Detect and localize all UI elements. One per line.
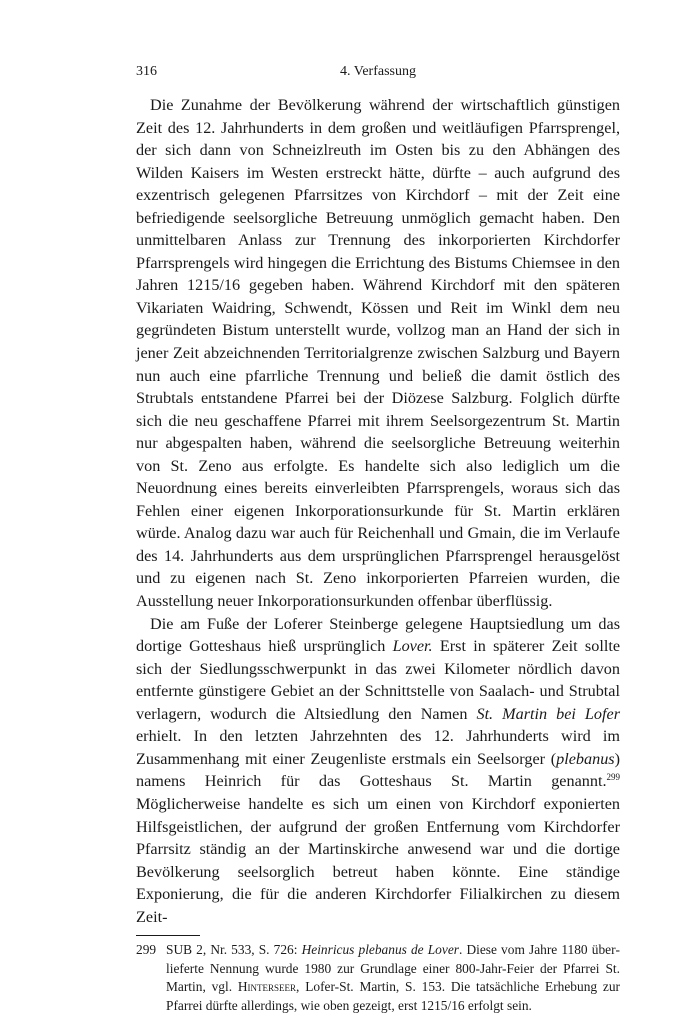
footnote-author: Hinterseer	[237, 979, 297, 995]
chapter-title: 4. Verfassung	[340, 64, 416, 79]
paragraph-1: Die Zunahme der Bevölkerung während der wirtschaftlich günstigen Zeit des 12. Jahrhunderts in dem großen und weitläufigen Pfarrsprengel, der sich dann von Schneizlreuth im Osten bis zu den Abhängen des Wilden Kaisers im Westen erstreckt hätte, dürfte – auch aufgrund des exzentrisch gelegenen Pfarrsitzes von Kirchdorf – mit der Zeit eine befriedigende seelsorgliche Betreuung unmöglich gemacht haben. Den unmittelbaren Anlass zur Trennung des inkorporierten Kirchdorfer Pfarrsprengels wird hingegen die Errichtung des Bistums Chiemsee in den Jahren 1215/16 gegeben haben. Während Kirchdorf mit den späteren Vikariaten Waidring, Schwendt, Kössen und Reit im Winkl dem neu gegründeten Bistum unterstellt wurde, vollzog man an Hand der sich in jener Zeit abzeichnenden Territorialgrenze zwischen Salzburg und Bayern nun auch eine pfarrliche Trennung und beließ die damit östlich des Strubtals entstandene Pfarrei bei der Diözese Salzburg. Folglich dürfte sich die neu geschaffene Pfarrei mit ihrem Seelsorgezentrum St. Martin nur abgespalten haben, während die seelsorgliche Betreuung weiterhin von St. Zeno aus erfolgte. Es handelte sich also lediglich um die Neuordnung eines bereits einverleibten Pfarrsprengels, woraus sich das Fehlen einer eigenen Inkorporationsurkunde für St. Martin erklären würde. Analog dazu war auch für Reichenhall und Gmain, die im Verlaufe des 14. Jahrhunderts aus dem ursprünglichen Pfarrsprengel herausgelöst und zu eigenen nach St. Zeno inkorporierten Pfarreien wurden, die Ausstellung neuer Inkorporationsurkunden offenbar überflüssig.	[136, 96, 620, 611]
footnote-299	[136, 941, 620, 1015]
paragraph-2-text-e: Möglicherweise handelte es sich um einen von Kirchdorf exponierten Hilfsgeistlichen, der aufgrund der großen Entfernung vom Kirchdorfer Pfarrsitz ständig an der Martinskirche anwesend war und die dortige Bevölkerung seelsorglich betreut haben könnte. Eine ständige Exponierung, die für die anderen Kirchdorfer Filialkirchen zu diesem Zeit-	[136, 794, 620, 926]
footnote-text-c: , Lofer-St. Martin, S. 153. Die tatsächliche Erhebung zur Pfarrei dürfte allerdings, wie oben gezeigt, erst 1215/16 erfolgt sein.	[166, 979, 620, 1013]
footnote-divider	[136, 935, 200, 936]
footnote-number: 299	[136, 942, 157, 958]
footnote-text-a: SUB 2, Nr. 533, S. 726:	[166, 942, 302, 958]
paragraph-2	[136, 613, 620, 929]
page-number: 316	[136, 64, 157, 79]
place-name-lover: Lover.	[392, 637, 433, 656]
term-plebanus: plebanus	[556, 749, 615, 768]
paragraph-2-text-b: Erst in späterer Zeit sollte sich der Siedlungsschwerpunkt in das zwei Kilometer nördlich davon entfernte günstigere Gebiet an der Schnittstelle von Saalach- und Strubtal verlagern, wodurch die Altsiedlung den Namen	[136, 637, 621, 723]
paragraph-2-text-d: ) namens Heinrich für das Gotteshaus St. Martin genannt.	[136, 749, 620, 791]
footnote-quote: Heinricus plebanus de Lover	[301, 942, 459, 958]
place-name-st-martin-bei-lofer: St. Martin bei Lofer	[476, 704, 620, 723]
footnote-reference[interactable]: 299	[606, 772, 620, 783]
book-page	[136, 62, 620, 1015]
paragraph-2-text-c: erhielt. In den letzten Jahrzehnten des 12. Jahrhunderts wird im Zusammenhang mit einer Zeugenliste erstmals ein Seelsorger (	[136, 727, 620, 768]
paragraph-2-text-a: Die am Fuße der Loferer Steinberge gelegene Hauptsiedlung um das dortige Gotteshaus hieß ursprünglich	[136, 614, 620, 656]
footnote-text-b: . Diese vom Jahre 1180 überlieferte Nennung wurde 1980 zur Grundlage einer 800-Jahr-Feier der Pfarrei St. Martin, vgl.	[166, 942, 621, 995]
body-text	[136, 94, 620, 928]
running-head	[136, 62, 620, 82]
